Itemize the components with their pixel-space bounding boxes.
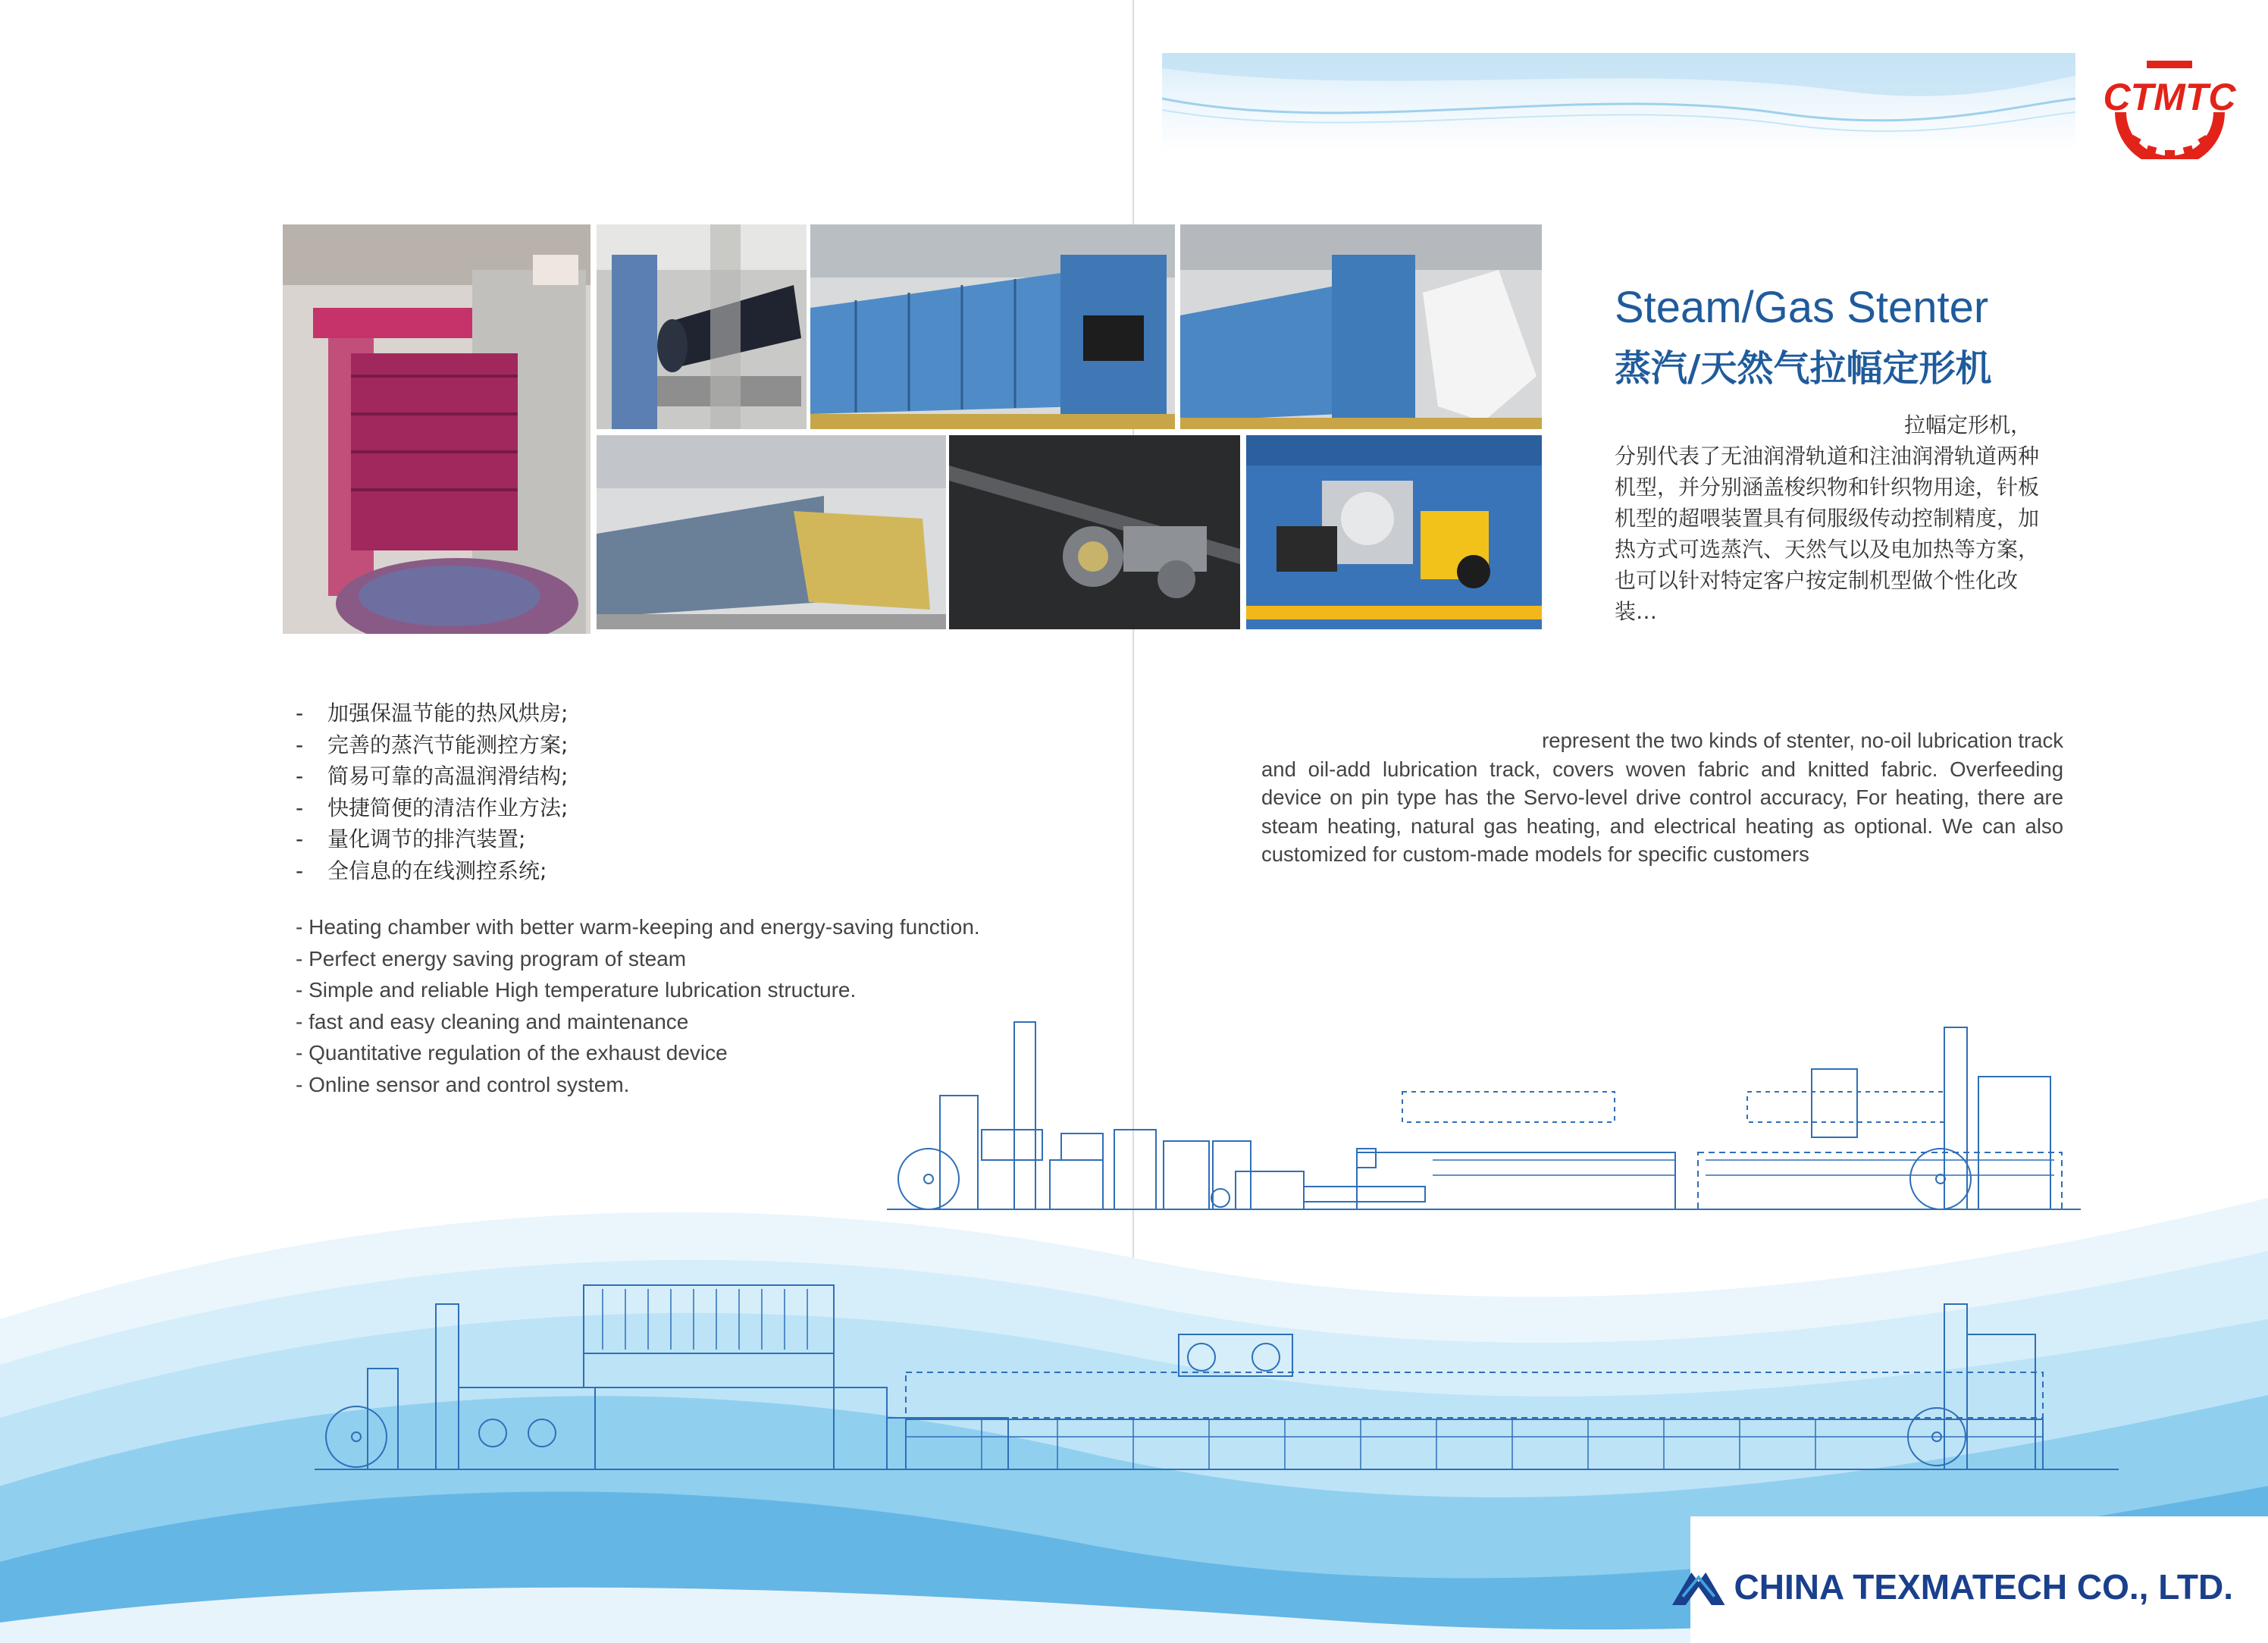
company-logo-icon <box>1672 1557 1725 1617</box>
gas-burner-photo <box>1246 435 1542 629</box>
stenter-line-drawing-lower <box>315 1243 2119 1486</box>
description-en-rest: and oil-add lubrication track, covers woven fabric and knitted fabric. Overfeeding device on pin type has the Servo-level drive control accuracy, For heating, there are steam heating, natural gas heating, and electrical heating as optional. We can also customized for custom-made models for specific customers <box>1261 757 2063 866</box>
feature-zh-item: - 完善的蒸汽节能测控方案; <box>296 729 568 761</box>
feature-zh-item: - 加强保温节能的热风烘房; <box>296 698 568 729</box>
feature-zh-item: - 全信息的在线测控系统; <box>296 855 568 887</box>
title-zh: 蒸汽/天然气拉幅定形机 <box>1615 347 1992 390</box>
description-zh-first: 拉幅定形机， <box>1903 412 2031 437</box>
feature-zh-item: - 快捷简便的清洁作业方法; <box>296 792 568 824</box>
fabric-roll-machine-photo <box>283 224 590 634</box>
feature-en-item: - fast and easy cleaning and maintenance <box>296 1006 980 1038</box>
feature-en-item: - Quantitative regulation of the exhaust device <box>296 1037 980 1069</box>
stenter-line-photo <box>810 224 1175 429</box>
ctmtc-logo <box>2092 53 2248 159</box>
features-zh-list <box>296 698 568 886</box>
feature-en-item: - Perfect energy saving program of steam <box>296 943 980 975</box>
logo-text: CTMTC <box>2103 76 2236 118</box>
title-en: Steam/Gas Stenter <box>1615 283 1989 332</box>
description-en-first: represent the two kinds of stenter, no-oil lubrication track <box>1542 729 2063 752</box>
feature-zh-item: - 量化调节的排汽装置; <box>296 823 568 855</box>
stenter-entry-photo <box>1180 224 1542 429</box>
description-zh <box>1615 409 2047 627</box>
description-en <box>1261 726 2063 869</box>
company-name: CHINA TEXMATECH CO., LTD. <box>1734 1567 2233 1607</box>
header-banner <box>1162 53 2075 152</box>
feature-en-item: - Simple and reliable High temperature lubrication structure. <box>296 974 980 1006</box>
description-zh-rest: 分别代表了无油润滑轨道和注油润滑轨道两种机型，并分别涵盖梭织物和针织物用途，针板机型的超喂装置具有伺服级传动控制精度，加热方式可选蒸汽、天然气以及电加热等方案，也可以针对特定客户按定制机型做个性化改装… <box>1615 444 2040 624</box>
feature-en-item: - Online sensor and control system. <box>296 1069 980 1101</box>
features-en-list <box>296 911 980 1100</box>
feature-en-item: - Heating chamber with better warm-keeping and energy-saving function. <box>296 911 980 943</box>
company-footer <box>1672 1557 2233 1617</box>
chain-rail-photo <box>949 435 1240 629</box>
roller-machine-photo <box>597 224 807 429</box>
stenter-hall-photo <box>597 435 946 629</box>
feature-zh-item: - 简易可靠的高温润滑结构; <box>296 760 568 792</box>
